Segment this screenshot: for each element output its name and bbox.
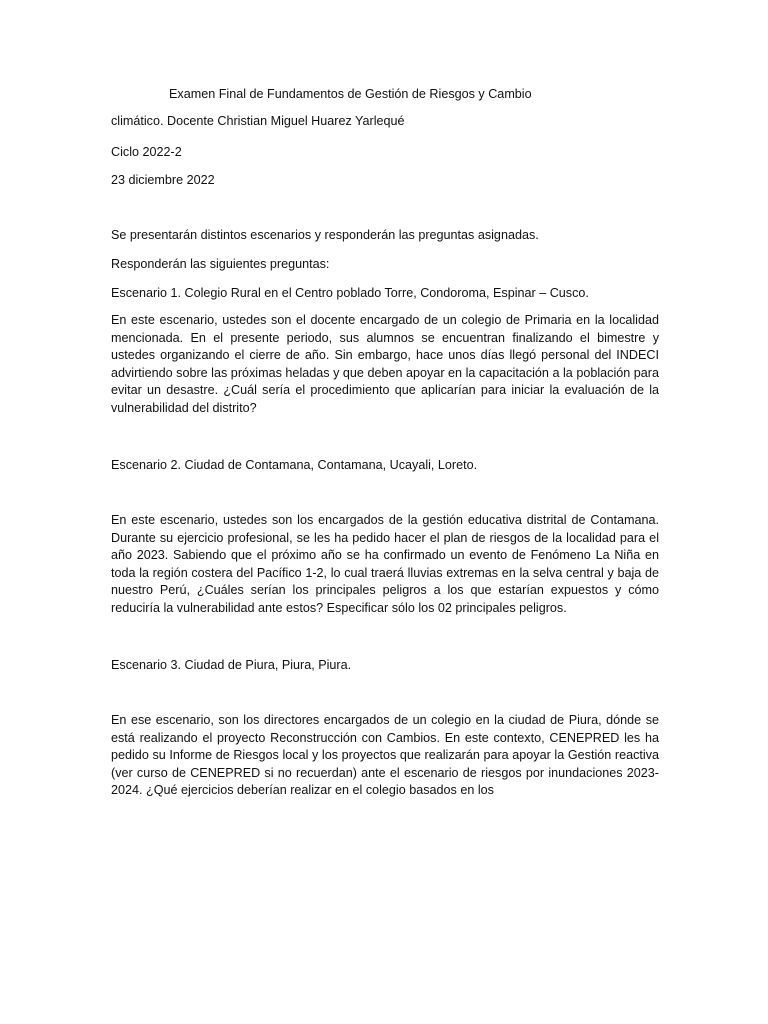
cycle-label: Ciclo 2022-2 [111, 145, 182, 159]
scenario-1-heading: Escenario 1. Colegio Rural en el Centro poblado Torre, Condoroma, Espinar – Cusco. [111, 286, 589, 300]
intro-line-1: Se presentarán distintos escenarios y responderán las preguntas asignadas. [111, 228, 539, 242]
document-title-line-2: climático. Docente Christian Miguel Huarez Yarlequé [111, 114, 405, 128]
date-label: 23 diciembre 2022 [111, 173, 215, 187]
document-title-line-1: Examen Final de Fundamentos de Gestión de Riesgos y Cambio [169, 87, 532, 101]
scenario-2-body: En este escenario, ustedes son los encargados de la gestión educativa distrital de Contamana. Durante su ejercicio profesional, se les ha pedido hacer el plan de riesgos de la localidad para el año 2023. Sabiendo que el próximo año se ha confirmado un evento de Fenómeno La Niña en toda la región costera del Pacífico 1-2, lo cual traerá lluvias extremas en la selva central y baja de nuestro Perú, ¿Cuáles serían los principales peligros a los que estarían expuestos y cómo reduciría la vulnerabilidad ante estos? Especificar sólo los 02 principales peligros. [111, 513, 659, 615]
scenario-3-body: En ese escenario, son los directores encargados de un colegio en la ciudad de Piura, dónde se está realizando el proyecto Reconstrucción con Cambios. En este contexto, CENEPRED les ha pedido su Informe de Riesgos local y los proyectos que realizarán para apoyar la Gestión reactiva (ver curso de CENEPRED si no recuerdan) ante el escenario de riesgos por inundaciones 2023- 2024. ¿Qué ejercicios deberían realizar en el colegio basados en los [111, 713, 659, 798]
scenario-3-heading: Escenario 3. Ciudad de Piura, Piura, Piura. [111, 658, 352, 672]
scenario-2-heading: Escenario 2. Ciudad de Contamana, Contamana, Ucayali, Loreto. [111, 458, 478, 472]
intro-line-2: Responderán las siguientes preguntas: [111, 257, 330, 271]
scenario-1-body: En este escenario, ustedes son el docente encargado de un colegio de Primaria en la localidad mencionada. En el presente periodo, sus alumnos se encuentran finalizando el bimestre y ustedes organizando el cierre de año. Sin embargo, hace unos días llegó personal del INDECI advirtiendo sobre las próximas heladas y que deben apoyar en la capacitación a la población para evitar un desastre. ¿Cuál sería el procedimiento que aplicarían para iniciar la evaluación de la vulnerabilidad del distrito? [111, 313, 659, 415]
